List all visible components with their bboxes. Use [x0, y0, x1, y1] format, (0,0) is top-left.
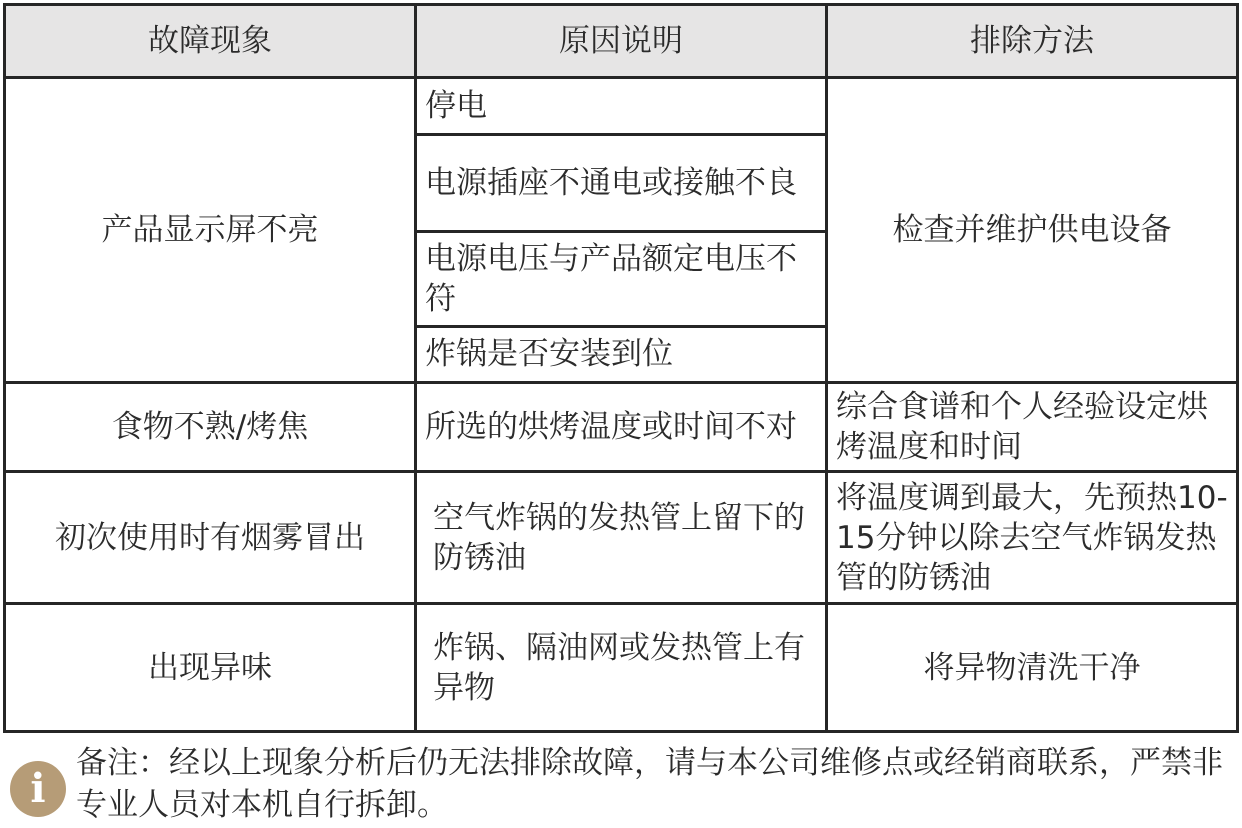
note-section: [0, 740, 1242, 828]
table-row: [5, 383, 1238, 472]
symptom-smoke: 初次使用时有烟雾冒出: [5, 472, 416, 604]
solution-food: 综合食谱和个人经验设定烘烤温度和时间: [827, 383, 1238, 472]
cause-socket: 电源插座不通电或接触不良: [416, 134, 827, 231]
note-text: 备注：经以上现象分析后仍无法排除故障，请与本公司维修点或经销商联系，严禁非专业人员对本机自行拆卸。: [76, 745, 1223, 823]
table-row: [5, 472, 1238, 604]
solution-smoke: 将温度调到最大，先预热10-15分钟以除去空气炸锅发热管的防锈油: [827, 472, 1238, 604]
info-icon: i: [10, 761, 66, 817]
cause-odor: 炸锅、隔油网或发热管上有异物: [416, 604, 827, 732]
header-cause: 原因说明: [416, 5, 827, 78]
header-solution: 排除方法: [827, 5, 1238, 78]
troubleshooting-table-container: [3, 3, 1239, 733]
symptom-food: 食物不熟/烤焦: [5, 383, 416, 472]
cause-food: 所选的烘烤温度或时间不对: [416, 383, 827, 472]
symptom-odor: 出现异味: [5, 604, 416, 732]
cause-smoke: 空气炸锅的发热管上留下的防锈油: [416, 472, 827, 604]
solution-odor: 将异物清洗干净: [827, 604, 1238, 732]
cause-power-outage: 停电: [416, 78, 827, 135]
troubleshooting-table: [3, 3, 1239, 733]
table-row: [5, 78, 1238, 135]
table-header-row: [5, 5, 1238, 78]
cause-voltage: 电源电压与产品额定电压不符: [416, 231, 827, 326]
header-symptom: 故障现象: [5, 5, 416, 78]
solution-check-power: 检查并维护供电设备: [827, 78, 1238, 383]
table-row: [5, 604, 1238, 732]
cause-installation: 炸锅是否安装到位: [416, 326, 827, 383]
symptom-display-not-lit: 产品显示屏不亮: [5, 78, 416, 383]
